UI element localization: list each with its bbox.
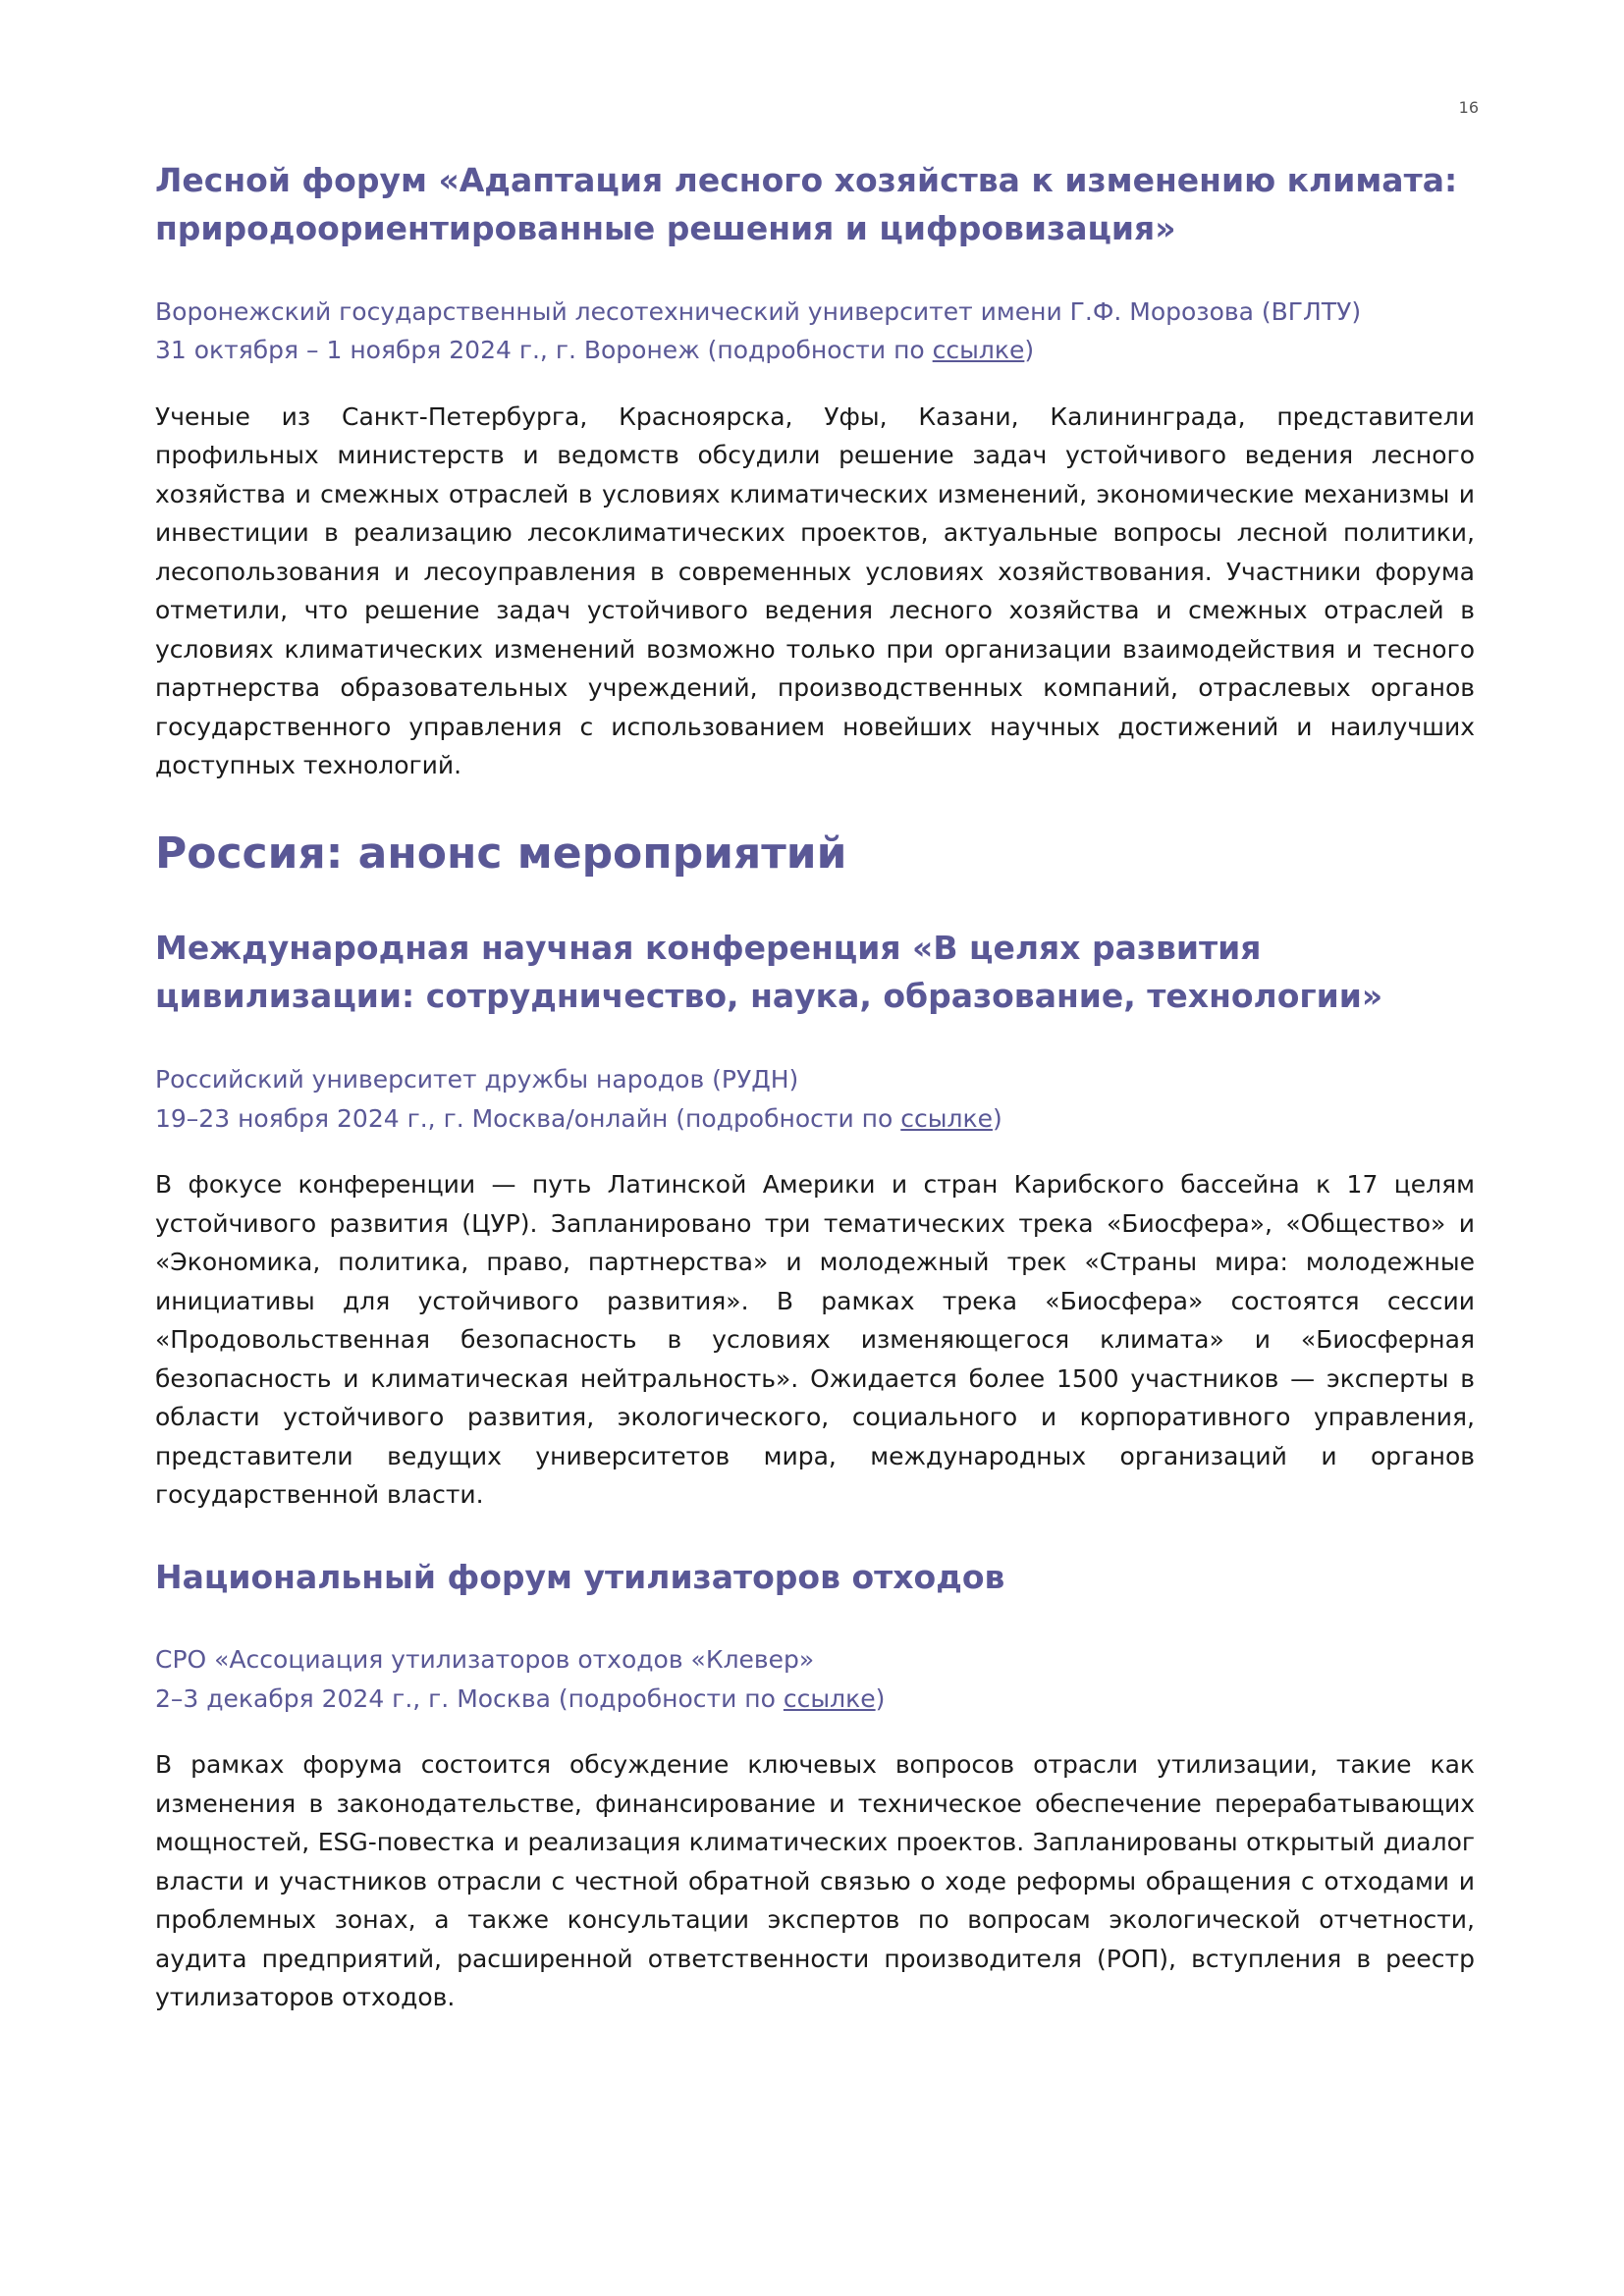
event-date-text: 19–23 ноября 2024 г., г. Москва/онлайн (подробности по xyxy=(155,1103,901,1133)
event-details-link[interactable]: ссылке xyxy=(783,1683,876,1713)
event-organizer: Российский университет дружбы народов (РУДН) xyxy=(155,1065,799,1095)
event-date-text: 31 октября – 1 ноября 2024 г., г. Воронеж (подробности по xyxy=(155,336,933,365)
event-date-suffix: ) xyxy=(875,1683,886,1713)
event-date-text: 2–3 декабря 2024 г., г. Москва (подробности по xyxy=(155,1683,784,1713)
page-content xyxy=(155,157,1475,2056)
event-date-suffix: ) xyxy=(1024,336,1035,365)
event-rudn-conference xyxy=(155,925,1475,1514)
event-details-link[interactable]: ссылке xyxy=(900,1103,993,1133)
section-title: Россия: анонс мероприятий xyxy=(155,828,847,879)
event-meta xyxy=(155,1640,1475,1718)
event-meta xyxy=(155,1060,1475,1138)
event-organizer: Воронежский государственный лесотехнический университет имени Г.Ф. Морозова (ВГЛТУ) xyxy=(155,296,1362,326)
event-meta xyxy=(155,293,1475,370)
event-forest-forum xyxy=(155,157,1475,785)
event-title: Международная научная конференция «В целях развития цивилизации: сотрудничество, наука, образование, технологии» xyxy=(155,929,1383,1016)
event-date xyxy=(155,1099,1475,1139)
event-date xyxy=(155,1680,1475,1719)
page-number: 16 xyxy=(1458,98,1479,117)
event-title: Национальный форум утилизаторов отходов xyxy=(155,1557,1005,1596)
event-date xyxy=(155,331,1475,370)
event-description: В рамках форума состоится обсуждение ключевых вопросов отрасли утилизации, такие как изменения в законодательстве, финансирование и техническое обеспечение перерабатывающих мощностей, ESG-повестка и реализация климатических проектов. Запланированы открытый диалог власти и участников отрасли с честной обратной связью о ходе реформы обращения с отходами и проблемных зонах, а также консультации экспертов по вопросам экологической отчетности, аудита предприятий, расширенной ответственности производителя (РОП), вступления в реестр утилизаторов отходов. xyxy=(155,1750,1475,2012)
event-details-link[interactable]: ссылке xyxy=(932,336,1025,365)
event-date-suffix: ) xyxy=(992,1103,1002,1133)
event-title: Лесной форум «Адаптация лесного хозяйства к изменению климата: природоориентированные решения и цифровизация» xyxy=(155,161,1458,247)
event-waste-forum xyxy=(155,1554,1475,2017)
event-description: В фокусе конференции — путь Латинской Америки и стран Карибского бассейна к 17 целям устойчивого развития (ЦУР). Запланировано три тематических трека «Биосфера», «Общество» и «Экономика, политика, право, партнерства» и молодежный трек «Страны мира: молодежные инициативы для устойчивого развития». В рамках трека «Биосфера» состоятся сессии «Продовольственная безопасность в условиях изменяющегося климата» и «Биосферная безопасность и климатическая нейтральность». Ожидается более 1500 участников — эксперты в области устойчивого развития, экологического, социального и корпоративного управления, представители ведущих университетов мира, международных организаций и органов государственной власти. xyxy=(155,1170,1475,1510)
event-organizer: СРО «Ассоциация утилизаторов отходов «Клевер» xyxy=(155,1645,815,1675)
event-description: Ученые из Санкт-Петербурга, Красноярска, Уфы, Казани, Калининграда, представители профильных министерств и ведомств обсудили решение задач устойчивого ведения лесного хозяйства и смежных отраслей в условиях климатических изменений, экономические механизмы и инвестиции в реализацию лесоклиматических проектов, актуальные вопросы лесной политики, лесопользования и лесоуправления в современных условиях хозяйствования. Участники форума отметили, что решение задач устойчивого ведения лесного хозяйства и смежных отраслей в условиях климатических изменений возможно только при организации взаимодействия и тесного партнерства образовательных учреждений, производственных компаний, отраслевых органов государственного управления с использованием новейших научных достижений и наилучших доступных технологий. xyxy=(155,401,1475,780)
